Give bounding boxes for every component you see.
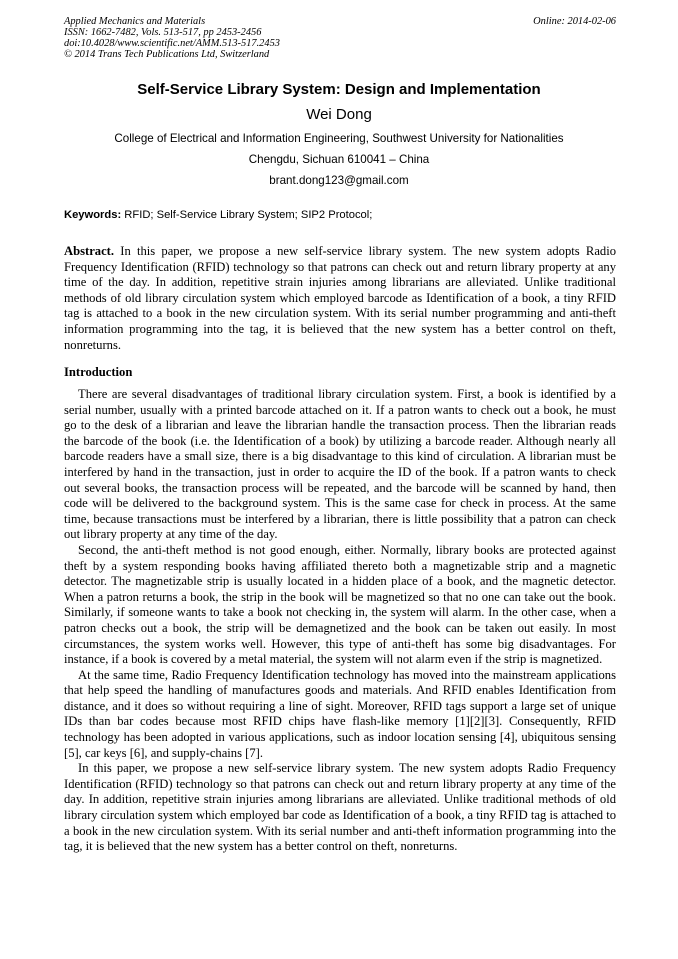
keywords-text: RFID; Self-Service Library System; SIP2 Protocol;: [121, 209, 373, 221]
issn-line: ISSN: 1662-7482, Vols. 513-517, pp 2453-2456: [64, 27, 262, 38]
affiliation: College of Electrical and Information Engineering, Southwest University for Nationalities: [114, 132, 564, 145]
paragraph: At the same time, Radio Frequency Identification technology has moved into the mainstream applications that help speed the handling of manufactures goods and materials. And RFID enables Identification from distance, and it does so without requiring a line of sight. Moreover, RFID tags support a large set of unique IDs than bar codes because most RFID chips have flash-like memory [1][2][3]. Consequently, RFID technology has been adopted in various applications, such as indoor location sensing [4], ubiquitous sensing [5], car keys [6], and supply-chains [7].: [64, 667, 616, 760]
abstract-label: Abstract.: [64, 244, 115, 258]
paragraph: In this paper, we propose a new self-service library system. The new system adopts Radio Frequency Identification (RFID) technology so that patrons can check out and return library property at any time of the day. In addition, repetitive strain injuries among librarians are alleviated. Unlike traditional methods of old library circulation system which employed bar code as Identification of a book, a tiny RFID tag is attached to a book in the new circulation system. With its serial number and anti-theft information programming into the tag, it is believed that the new system has a better control on theft, nonreturns.: [64, 761, 616, 854]
section-heading-introduction: Introduction: [64, 365, 133, 379]
publication-header: [64, 16, 616, 60]
paragraph: Second, the anti-theft method is not good enough, either. Normally, library books are protected against theft by a system responding books having affiliated thereto both a magnetizable strip and a magnetic detector. The magnetizable strip is usually located in a hidden place of a book, and the magnetic detector. When a patron returns a book, the strip in the book will be magnetized so that no one can take out the book. Similarly, if someone wants to take a book not checking in, the system will alarm. In the other case, when a patron checks out a book, the strip will be demagnetized and the book can be taken out easily. In most circumstances, the system works well. However, this type of anti-theft has some big disadvantages. For instance, if a book is covered by a metal material, the system will not alarm even if the strip is magnetized.: [64, 542, 616, 667]
keywords-label: Keywords:: [64, 209, 122, 221]
paper-title: Self-Service Library System: Design and Implementation: [137, 81, 541, 98]
online-date: Online: 2014-02-06: [533, 16, 616, 27]
author-name: Wei Dong: [306, 106, 372, 123]
abstract: [64, 244, 616, 353]
copyright-line: © 2014 Trans Tech Publications Ltd, Switzerland: [64, 49, 270, 60]
doi-line: doi:10.4028/www.scientific.net/AMM.513-517.2453: [64, 38, 280, 49]
journal-name: Applied Mechanics and Materials: [64, 16, 206, 27]
author-email: brant.dong123@gmail.com: [269, 174, 409, 187]
paragraph: There are several disadvantages of traditional library circulation system. First, a book is identified by a serial number, usually with a printed barcode attached on it. If a patron wants to check out a book, he must go to the desk of a librarian and leave the librarian handle the transaction process. Then the librarian reads the barcode of the book (i.e. the Identification of a book) by utilizing a barcode reader. Although nearly all barcode readers have a small size, there is a big disadvantage to this kind of circulation. A librarian must be interfered by hand in the transaction, just in order to acquire the ID of the book. If a patron wants to check out several books, the transaction process will be repeated, and the barcode will be scanned by hand, then code will be delivered to the background system. This is the same case for check in process. At the same time, because transactions must be interfered by a librarian, there is little possibility that a patron can check out library property at any time of the day.: [64, 387, 616, 542]
abstract-text: In this paper, we propose a new self-service library system. The new system adopts Radio Frequency Identification (RFID) technology so that patrons can check out and return library property at any time of the day. In addition, repetitive strain injuries among librarians are alleviated. Unlike traditional methods of old library circulation system which employed barcode as Identification of a book, a tiny RFID tag is attached to a book in the new circulation system. With its serial number programming and anti-theft information programming into the tag, it is believed that the new system has a better control on theft, nonreturns.: [64, 244, 616, 352]
address: Chengdu, Sichuan 610041 – China: [248, 153, 430, 166]
introduction-body: [64, 387, 616, 855]
keywords: [64, 207, 616, 223]
